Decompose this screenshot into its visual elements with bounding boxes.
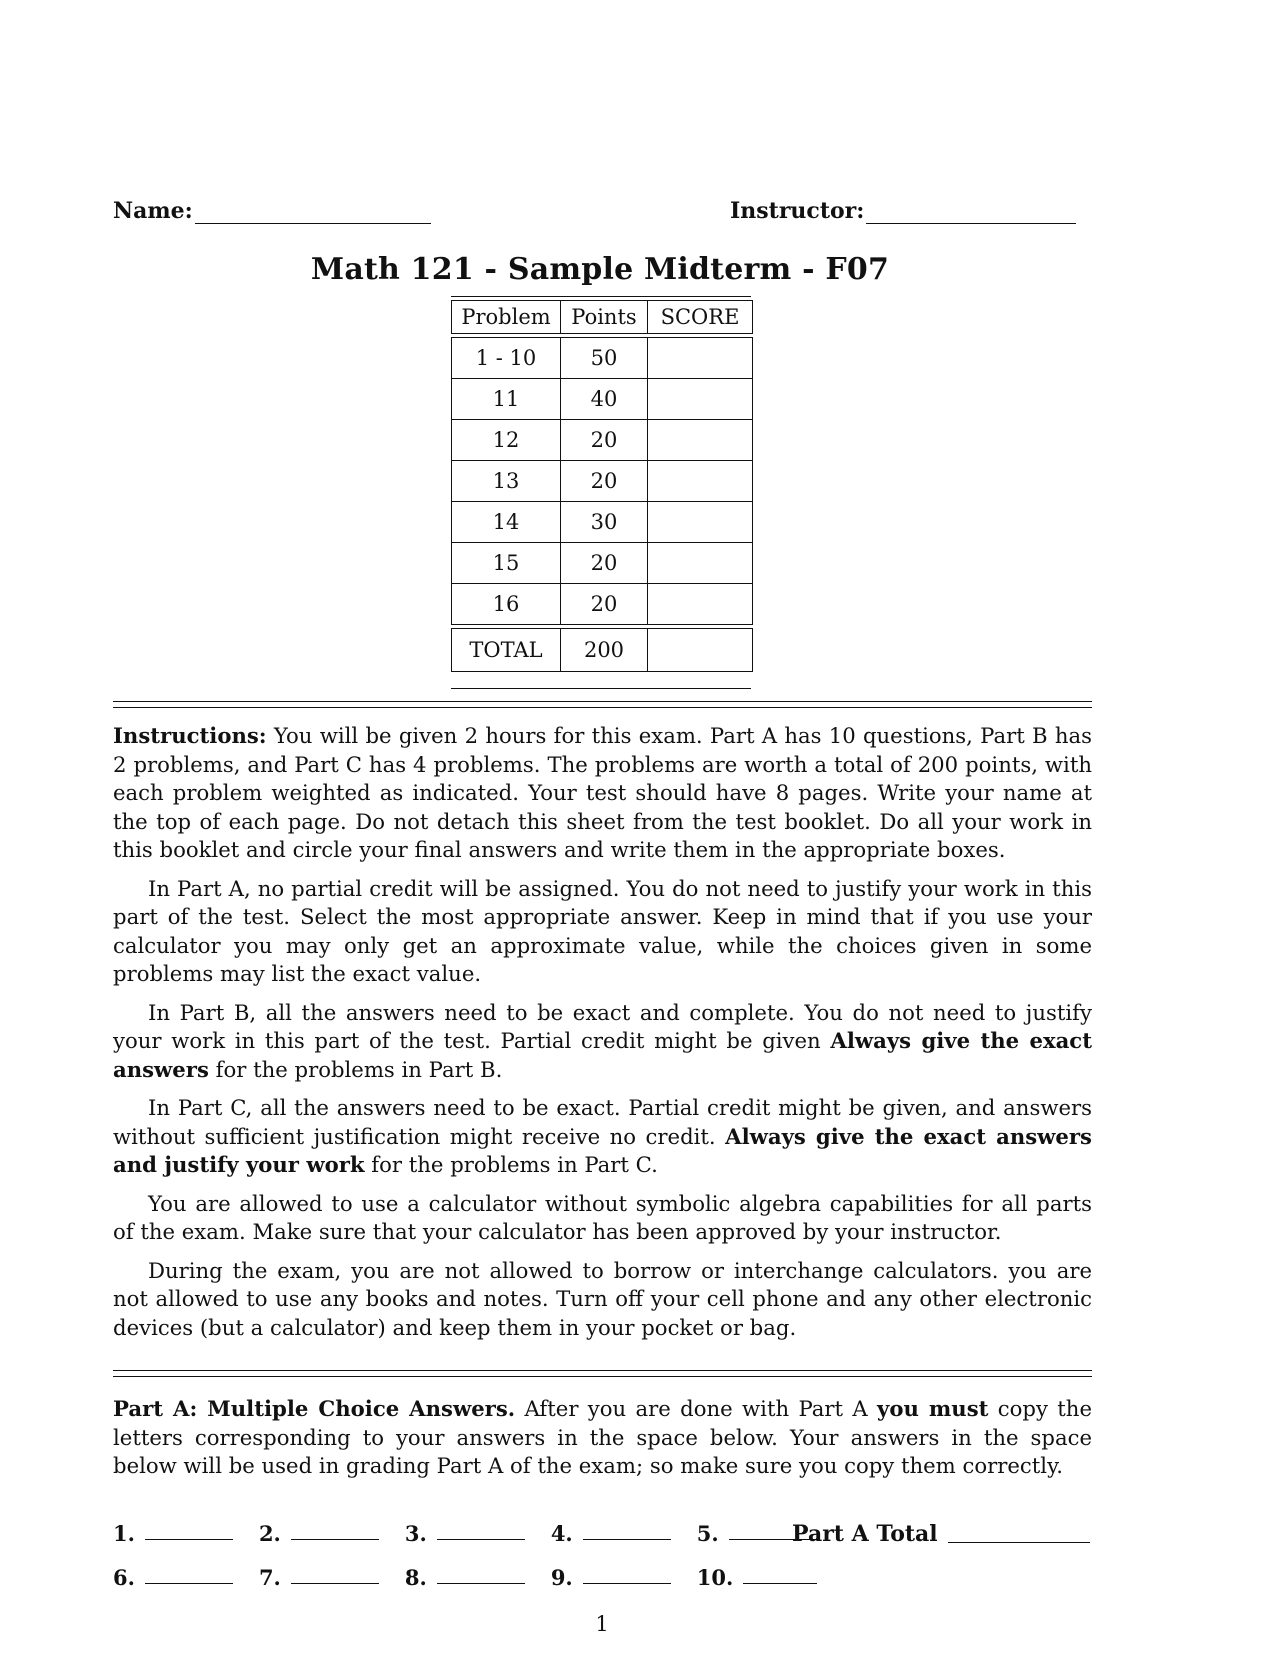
answer-number: 6. bbox=[113, 1565, 135, 1590]
table-bottom-rule bbox=[451, 688, 751, 689]
row-score bbox=[648, 543, 753, 584]
answer-number: 8. bbox=[404, 1565, 427, 1590]
row-score bbox=[648, 461, 753, 502]
score-table-header bbox=[452, 301, 753, 334]
name-blank bbox=[195, 201, 431, 224]
answer-row bbox=[113, 1546, 843, 1590]
table-row bbox=[452, 461, 753, 502]
section-divider bbox=[113, 1370, 1092, 1377]
total-points: 200 bbox=[561, 629, 648, 672]
page-number: 1 bbox=[595, 1612, 609, 1636]
instructions-paragraph bbox=[113, 722, 1092, 865]
table-row bbox=[452, 420, 753, 461]
header-score: SCORE bbox=[648, 301, 753, 334]
answer-blank[interactable] bbox=[583, 1563, 671, 1584]
part-c-emphasis: Always give the exact answers and justify your work bbox=[113, 1123, 1092, 1177]
header-points: Points bbox=[561, 301, 648, 334]
conduct-paragraph: During the exam, you are not allowed to borrow or interchange calculators. you are not allowed to use any books and notes. Turn off your cell phone and any other electronic devices (but a calculator) and keep them in your pocket or bag. bbox=[113, 1257, 1092, 1340]
part-c-text-end: for the problems in Part C. bbox=[364, 1152, 658, 1177]
answer-blank[interactable] bbox=[437, 1519, 525, 1540]
answer-number: 10. bbox=[696, 1565, 734, 1590]
answer-item bbox=[697, 1563, 844, 1590]
table-top-rule bbox=[451, 296, 751, 297]
answer-row bbox=[113, 1502, 843, 1546]
answer-item bbox=[405, 1519, 551, 1546]
row-score bbox=[648, 379, 753, 420]
answer-blank[interactable] bbox=[291, 1519, 379, 1540]
table-row bbox=[452, 584, 753, 625]
answer-item bbox=[551, 1563, 697, 1590]
table-row bbox=[452, 338, 753, 379]
total-score bbox=[648, 629, 753, 672]
instructions-section bbox=[113, 722, 1092, 1352]
answer-number: 7. bbox=[258, 1565, 281, 1590]
row-points: 20 bbox=[561, 584, 648, 625]
row-points: 20 bbox=[561, 420, 648, 461]
part-a-total-blank[interactable] bbox=[948, 1522, 1090, 1543]
instructor-label: Instructor: bbox=[730, 198, 865, 224]
header-problem: Problem bbox=[452, 301, 561, 334]
score-table bbox=[451, 300, 753, 672]
row-points: 20 bbox=[561, 461, 648, 502]
answer-number: 9. bbox=[550, 1565, 573, 1590]
table-row bbox=[452, 502, 753, 543]
row-points: 30 bbox=[561, 502, 648, 543]
part-b-emphasis: Always give the exact answers bbox=[113, 1028, 1092, 1082]
answer-number: 3. bbox=[404, 1521, 427, 1546]
part-a-paragraph: In Part A, no partial credit will be assigned. You do not need to justify your work in this part of the test. Select the most appropriate answer. Keep in mind that if you use your calculator you may only get an approximate value, while the choices given in some problems may list the exact value. bbox=[113, 875, 1092, 986]
instructions-text: You will be given 2 hours for this exam. Part A has 10 questions, Part B has 2 problems, and Part C has 4 problems. The problems are worth a total of 200 points, with each problem weighted as indicated. Your test should have 8 pages. Write your name at the top of each page. Do not detach this sheet from the test booklet. Do all your work in this booklet and circle your final answers and write them in the appropriate boxes. bbox=[113, 723, 1092, 862]
part-a-heading: Part A: Multiple Choice Answers. bbox=[113, 1396, 516, 1421]
row-problem: 12 bbox=[452, 420, 561, 461]
part-b-paragraph bbox=[113, 999, 1092, 1085]
row-points: 50 bbox=[561, 338, 648, 379]
part-a-total-label: Part A Total bbox=[792, 1521, 938, 1547]
answer-blank[interactable] bbox=[743, 1563, 817, 1584]
answer-item bbox=[113, 1519, 259, 1546]
part-a-instructions bbox=[113, 1395, 1092, 1481]
row-score bbox=[648, 502, 753, 543]
answer-blanks bbox=[113, 1502, 843, 1590]
instructions-lead: Instructions: bbox=[113, 723, 267, 748]
table-row bbox=[452, 379, 753, 420]
row-problem: 16 bbox=[452, 584, 561, 625]
answer-blank[interactable] bbox=[583, 1519, 671, 1540]
row-problem: 14 bbox=[452, 502, 561, 543]
answer-item bbox=[259, 1563, 405, 1590]
section-divider bbox=[113, 701, 1092, 708]
name-label: Name: bbox=[113, 198, 193, 224]
row-score bbox=[648, 420, 753, 461]
part-a-section bbox=[113, 1395, 1092, 1481]
answer-blank[interactable] bbox=[145, 1519, 233, 1540]
answer-number: 2. bbox=[258, 1521, 281, 1546]
part-a-must: you must bbox=[877, 1396, 989, 1421]
part-a-text-end: copy the letters corresponding to your answers in the space below. Your answers in the space below will be used in grading Part A of the exam; so make sure you copy them correctly. bbox=[113, 1396, 1092, 1478]
part-a-total bbox=[792, 1521, 1090, 1547]
answer-number: 1. bbox=[113, 1521, 135, 1546]
row-points: 40 bbox=[561, 379, 648, 420]
exam-title: Math 121 - Sample Midterm - F07 bbox=[310, 252, 890, 287]
row-problem: 15 bbox=[452, 543, 561, 584]
part-b-text: In Part B, all the answers need to be exact and complete. You do not need to justify your work in this part of the test. Partial credit might be given bbox=[113, 999, 1092, 1053]
name-field bbox=[113, 198, 431, 224]
table-row bbox=[452, 543, 753, 584]
answer-number: 5. bbox=[696, 1521, 719, 1546]
row-score bbox=[648, 584, 753, 625]
answer-item bbox=[259, 1519, 405, 1546]
answer-blank[interactable] bbox=[145, 1563, 233, 1584]
row-problem: 13 bbox=[452, 461, 561, 502]
instructor-field bbox=[730, 198, 1076, 224]
row-score bbox=[648, 338, 753, 379]
calculator-paragraph: You are allowed to use a calculator without symbolic algebra capabilities for all parts of the exam. Make sure that your calculator has been approved by your instructor. bbox=[113, 1190, 1092, 1244]
row-problem: 1 - 10 bbox=[452, 338, 561, 379]
total-row bbox=[452, 629, 753, 672]
total-label: TOTAL bbox=[452, 629, 561, 672]
answer-blank[interactable] bbox=[437, 1563, 525, 1584]
part-c-text: In Part C, all the answers need to be exact. Partial credit might be given, and answers without sufficient justification might receive no credit. bbox=[113, 1095, 1092, 1149]
row-points: 20 bbox=[561, 543, 648, 584]
part-c-paragraph bbox=[113, 1094, 1092, 1180]
answer-item bbox=[113, 1563, 259, 1590]
answer-item bbox=[551, 1519, 697, 1546]
answer-number: 4. bbox=[550, 1521, 573, 1546]
instructor-blank bbox=[866, 201, 1076, 224]
answer-blank[interactable] bbox=[291, 1563, 379, 1584]
part-a-text: After you are done with Part A bbox=[515, 1396, 878, 1421]
answer-item bbox=[405, 1563, 551, 1590]
part-b-text-end: for the problems in Part B. bbox=[208, 1056, 503, 1082]
row-problem: 11 bbox=[452, 379, 561, 420]
